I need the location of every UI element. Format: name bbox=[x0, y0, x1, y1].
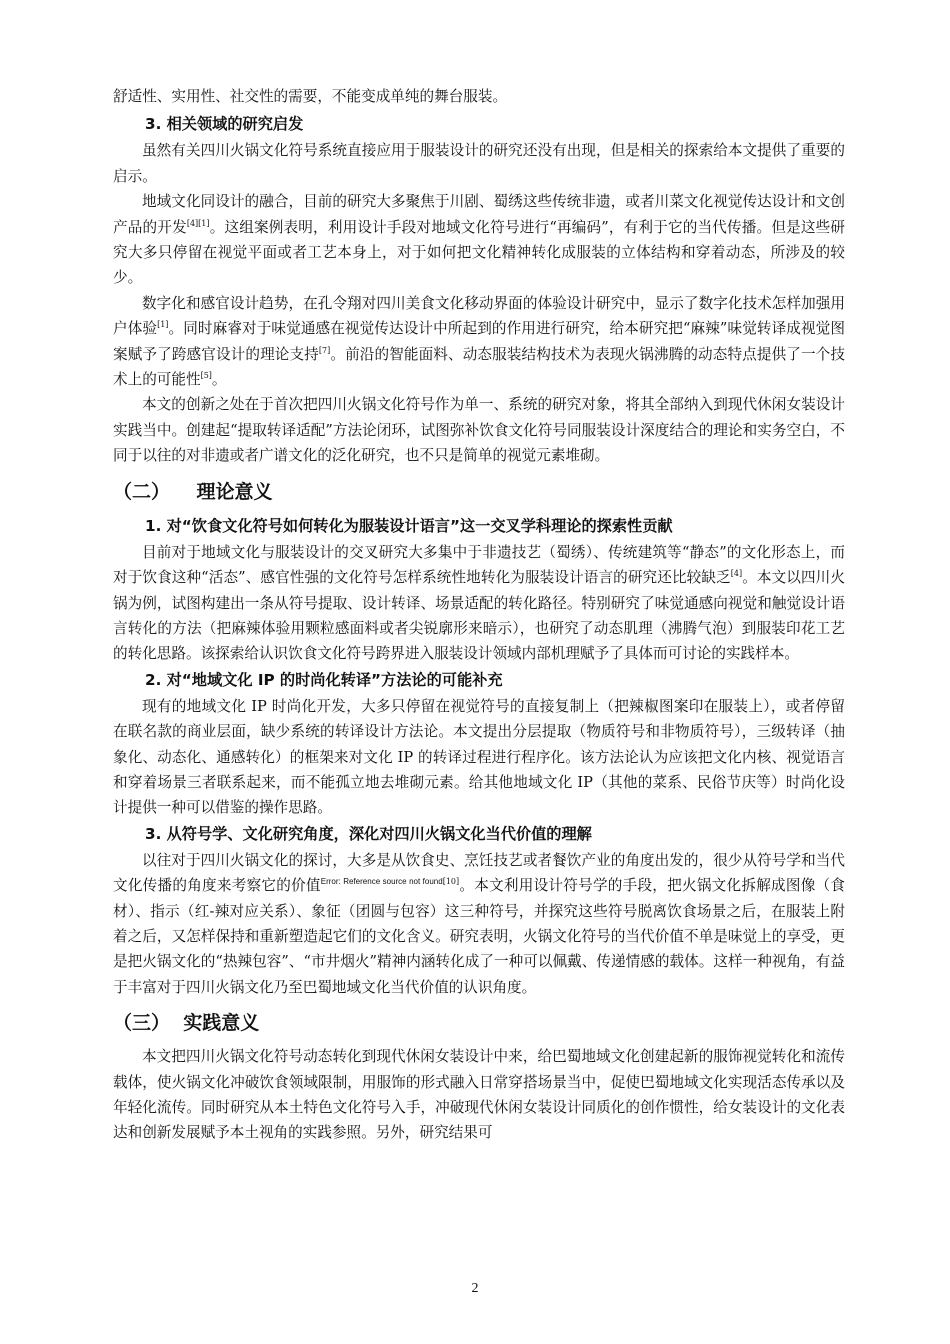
heading-related-research: 3. 相关领域的研究启发 bbox=[145, 115, 304, 134]
heading-theory-2: 2. 对“地域文化 IP 的时尚化转译”方法论的可能补充 bbox=[145, 670, 503, 689]
paragraph-related-3: 数字化和感官设计趋势，在孔令翔对四川美食文化移动界面的体验设计研究中，显示了数字化技术怎样加强用户体验[1]。同时麻睿对于味觉通感在视觉传达设计中所起到的作用进行研究，给本研究把“麻辣”味觉转译成视觉图案赋予了跨感官设计的理论支持[7]。前沿的智能面料、动态服装结构技术为表现火锅沸腾的动态特点提供了一个技术上的可能性[5]。 bbox=[113, 294, 845, 389]
heading-theory-3: 3. 从符号学、文化研究角度，深化对四川火锅文化当代价值的理解 bbox=[145, 824, 592, 843]
paragraph-theory-3: 以往对于四川火锅文化的探讨，大多是从饮食史、烹饪技艺或者餐饮产业的角度出发的，很少从符号学和当代文化传播的角度来考察它的价值$^{Error: Reference source not found[10]}$。本文利用设计符号学的手段，把火锅文化拆解成图像（食材）、指示（红-辣对应关系）、象征（团圆与包容）这三种符号，并探究这些符号脱离饮食场景之后，在服装上附着之后，又怎样保持和重新塑造起它们的文化含义。研究表明，火锅文化符号的当代价值不单是味觉上的享受，更是把火锅文化的“热辣包容”、“市井烟火”精神内涵转化成了一种可以佩戴、传递情感的载体。这样一种视角，有益于丰富对于四川火锅文化乃至巴蜀地域文化当代价值的认识角度。 bbox=[113, 851, 845, 996]
heading-theory-1: 1. 对“饮食文化符号如何转化为服装设计语言”这一交叉学科理论的探索性贡献 bbox=[145, 516, 673, 535]
paragraph-related-1: 虽然有关四川火锅文化符号系统直接应用于服装设计的研究还没有出现，但是相关的探索给本文提供了重要的启示。 bbox=[113, 142, 845, 185]
citation: [1] bbox=[157, 320, 169, 330]
page-number: 2 bbox=[471, 1281, 479, 1296]
paragraph-related-2: 地域文化同设计的融合，目前的研究大多聚焦于川剧、蜀绣这些传统非遗，或者川菜文化视觉传达设计和文创产品的开发[4][1]。这组案例表明，利用设计手段对地域文化符号进行“再编码”，有利于它的当代传播。但是这些研究大多只停留在视觉平面或者工艺本身上，对于如何把文化精神转化成服装的立体结构和穿着动态，所涉及的较少。 bbox=[113, 193, 845, 287]
paragraph-theory-2: 现有的地域文化 IP 时尚化开发，大多只停留在视觉符号的直接复制上（把辣椒图案印在服装上），或者停留在联名款的商业层面，缺少系统的转译设计方法论。本文提出分层提取（物质符号和非物质符号），三级转译（抽象化、动态化、通感转化）的框架来对文化 IP 的转译过程进行程序化。该方法论认为应该把文化内核、视觉语言和穿着场景三者联系起来，而不能孤立地去堆砌元素。给其他地域文化 IP（其他的菜系、民俗节庆等）时尚化设计提供一种可以借鉴的操作思路。 bbox=[113, 697, 845, 817]
citation: [4][1] bbox=[186, 218, 210, 228]
section-heading-practice: （三） 实践意义 bbox=[113, 1012, 260, 1035]
reference-error: Error: Reference source not found bbox=[320, 877, 443, 887]
paragraph-practice: 本文把四川火锅文化符号动态转化到现代休闲女装设计中来，给巴蜀地域文化创建起新的服饰视觉转化和流传载体，使火锅文化冲破饮食领域限制，用服饰的形式融入日常穿搭场景当中，促使巴蜀地域文化实现活态传承以及年轻化流传。同时研究从本土特色文化符号入手，冲破现代休闲女装设计同质化的创作惯性，给女装设计的文化表达和创新发展赋予本土视角的实践参照。另外，研究结果可 bbox=[113, 1048, 845, 1142]
citation: [10] bbox=[442, 877, 460, 887]
citation: [4] bbox=[730, 569, 743, 579]
citation: [5] bbox=[200, 371, 212, 381]
section-heading-theory: （二） 理论意义 bbox=[113, 480, 273, 503]
carryover-line: 舒适性、实用性、社交性的需要，不能变成单纯的舞台服装。 bbox=[113, 88, 508, 105]
citation: [7] bbox=[318, 345, 331, 355]
paragraph-theory-1: 目前对于地域文化与服装设计的交叉研究大多集中于非遗技艺（蜀绣）、传统建筑等“静态”的文化形态上，而对于饮食这种“活态”、感官性强的文化符号怎样系统性地转化为服装设计语言的研究还比较缺乏[4]。本文以四川火锅为例，试图构建出一条从符号提取、设计转译、场景适配的转化路径。特别研究了味觉通感向视觉和触觉设计语言转化的方法（把麻辣体验用颗粒感面料或者尖锐廓形来暗示），也研究了动态肌理（沸腾气泡）到服装印花工艺的转化思路。该探索给认识饮食文化符号跨界进入服装设计领域内部机理赋予了具体而可讨论的实践样本。 bbox=[113, 543, 845, 663]
paragraph-related-4: 本文的创新之处在于首次把四川火锅文化符号作为单一、系统的研究对象，将其全部纳入到现代休闲女装设计实践当中。创建起“提取转译适配”方法论闭环，试图弥补饮食文化符号同服装设计深度结合的理论和实务空白，不同于以往的对非遗或者广谱文化的泛化研究，也不只是简单的视觉元素堆砌。 bbox=[113, 396, 845, 465]
